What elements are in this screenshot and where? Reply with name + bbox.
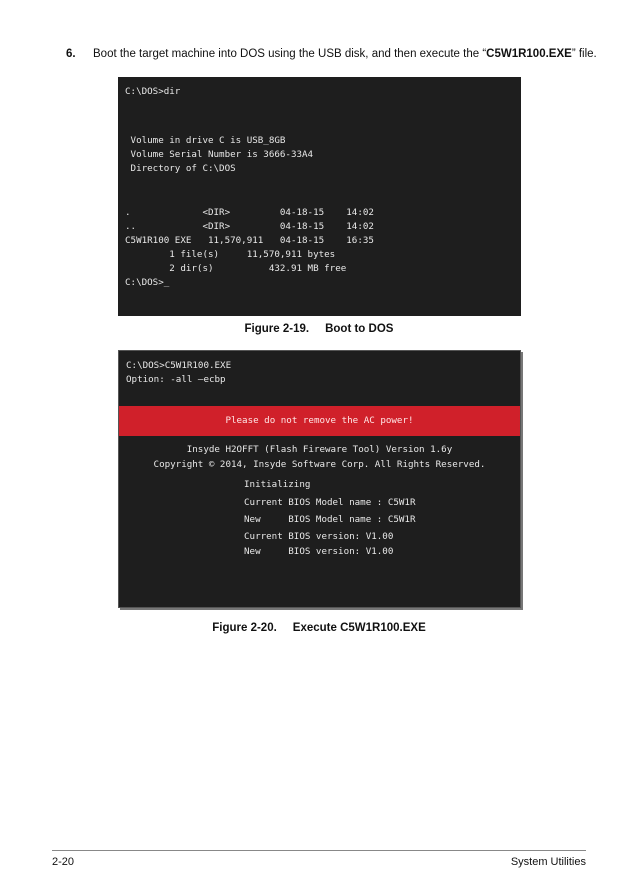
figure-number: Figure 2-20.	[212, 622, 277, 634]
figure-title: Boot to DOS	[325, 323, 394, 335]
terminal-line: 1 file(s) 11,570,911 bytes	[125, 249, 336, 260]
copyright-line: Copyright © 2014, Insyde Software Corp. All Rights Reserved.	[153, 459, 486, 470]
status-line: Initializing	[244, 479, 311, 490]
step-number: 6.	[66, 48, 76, 60]
step-text-after: ” file.	[571, 48, 597, 60]
terminal-line: Volume Serial Number is 3666-33A4	[125, 149, 314, 160]
terminal-line: . <DIR> 04-18-15 14:02	[125, 207, 374, 218]
terminal-line: Volume in drive C is USB_8GB	[125, 135, 286, 146]
status-line: New BIOS version: V1.00	[244, 546, 394, 557]
step-text-before: Boot the target machine into DOS using the USB disk, and then execute the “	[93, 48, 487, 60]
dos-terminal-dir	[118, 77, 521, 316]
footer-divider	[52, 850, 586, 851]
status-line: Current BIOS Model name : C5W1R	[244, 497, 416, 508]
terminal-line: .. <DIR> 04-18-15 14:02	[125, 221, 374, 232]
dos-terminal-flash	[118, 350, 521, 608]
terminal-line: C:\DOS>dir	[125, 86, 181, 97]
terminal-option: Option: -all –ecbp	[126, 374, 226, 385]
status-line: Current BIOS version: V1.00	[244, 531, 394, 542]
figure-caption-2-20	[0, 622, 638, 634]
terminal-line: Directory of C:\DOS	[125, 163, 236, 174]
ac-power-warning-bar: Please do not remove the AC power!	[119, 406, 520, 436]
figure-number: Figure 2-19.	[244, 323, 310, 335]
tool-title: Insyde H2OFFT (Flash Fireware Tool) Version 1.6y	[186, 444, 453, 455]
figure-caption-2-19	[0, 323, 638, 335]
step-instruction	[93, 46, 603, 62]
step-filename: C5W1R100.EXE	[486, 48, 572, 60]
page-number: 2-20	[52, 856, 75, 868]
status-line: New BIOS Model name : C5W1R	[244, 514, 416, 525]
figure-title: Execute C5W1R100.EXE	[292, 622, 426, 634]
terminal-prompt: C:\DOS>_	[125, 277, 170, 288]
terminal-line: 2 dir(s) 432.91 MB free	[125, 263, 347, 274]
terminal-line: C5W1R100 EXE 11,570,911 04-18-15 16:35	[125, 235, 374, 246]
terminal-command: C:\DOS>C5W1R100.EXE	[126, 360, 232, 371]
section-name: System Utilities	[510, 856, 586, 868]
